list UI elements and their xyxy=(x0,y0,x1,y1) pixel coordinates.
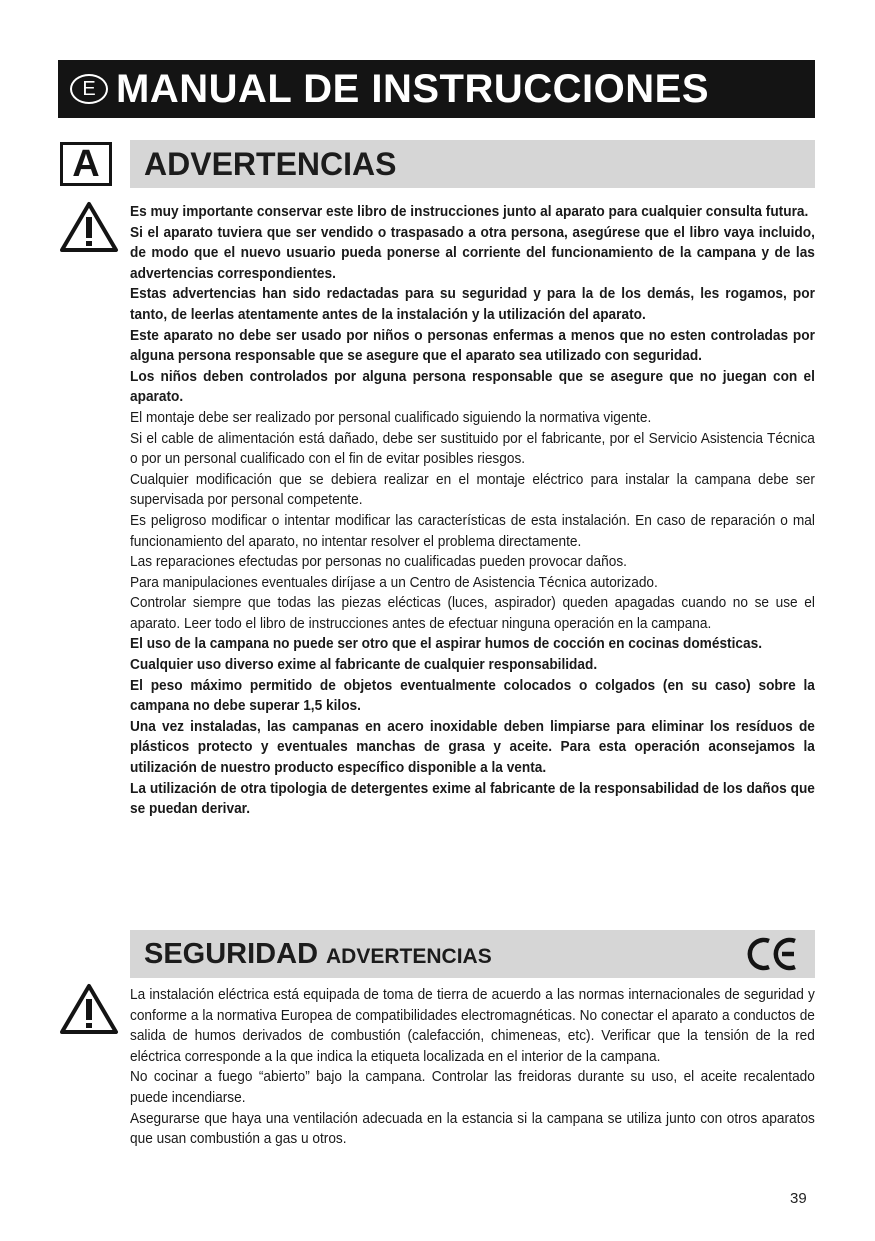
paragraph: Si el cable de alimentación está dañado, debe ser sustituido por el fabricante, por el Servicio Asistencia Técnica o por un personal cualificado con el fin de evitar posibles riesgos. xyxy=(130,429,815,468)
paragraph: La instalación eléctrica está equipada de toma de tierra de acuerdo a las normas internacionales de seguridad y conforme a la normativa Europea de compatibilidades electromagnéticas. No conectar el aparato a conductos de salida de humos derivados de combustión (calefacción, chimeneas, etc). Verificar que la tensión de la red eléctrica corresponde a la que indica la etiqueta localizada en el interior de la campana. xyxy=(130,986,815,1065)
paragraph: Asegurarse que haya una ventilación adecuada en la estancia si la campana se utiliza junto con otros aparatos que usan combustión a gas u otros. xyxy=(130,1109,815,1148)
paragraph: No cocinar a fuego “abierto” bajo la campana. Controlar las freidoras durante su uso, el aceite recalentado puede incendiarse. xyxy=(130,1068,815,1106)
paragraph: Este aparato no debe ser usado por niños o personas enfermas a menos que no esten controladas por alguna persona responsable que se asegure que el aparato sea utilizado con seguridad. xyxy=(130,326,815,365)
paragraph: El montaje debe ser realizado por personal cualificado siguiendo la normativa vigente. xyxy=(130,408,652,426)
paragraph: Es peligroso modificar o intentar modificar las características de esta instalación. En caso de reparación o mal funcionamiento del aparato, no intentar resolver el problema directamente. xyxy=(130,511,815,550)
warning-triangle-icon xyxy=(58,200,120,254)
paragraph: Cualquier uso diverso exime al fabricante de cualquier responsabilidad. xyxy=(130,656,598,674)
paragraph: Si el aparato tuviera que ser vendido o traspasado a otra persona, asegúrese que el libro vaya incluido, de modo que el nuevo usuario pueda ponerse al corriente del funcionamiento de la campana y de las advertencias correspondientes. xyxy=(130,223,815,282)
paragraph: Las reparaciones efectudas por personas no cualificadas pueden provocar daños. xyxy=(130,553,627,571)
paragraph: Cualquier modificación que se debiera realizar en el montaje eléctrico para instalar la campana debe ser supervisada por personal competente. xyxy=(130,470,815,509)
paragraph: Los niños deben controlados por alguna persona responsable que se asegure que no juegan con el aparato. xyxy=(130,367,815,406)
paragraph: Controlar siempre que todas las piezas elécticas (luces, aspirador) queden apagadas cuando no se use el aparato. Leer todo el libro de instrucciones antes de efectuar ninguna operación en la campana. xyxy=(130,594,815,632)
paragraph: Para manipulaciones eventuales diríjase a un Centro de Asistencia Técnica autorizado. xyxy=(130,573,658,591)
paragraph: Estas advertencias han sido redactadas para su seguridad y para la de los demás, les rogamos, por tanto, de leerlas atentamente antes de la instalación y la utilización del aparato. xyxy=(130,285,815,323)
manual-title: MANUAL DE INSTRUCCIONES xyxy=(116,66,710,111)
paragraph: El peso máximo permitido de objetos eventualmente colocados o colgados (en su caso) sobre la campana no debe superar 1,5 kilos. xyxy=(130,676,815,715)
section-a-title: ADVERTENCIAS xyxy=(144,145,397,182)
paragraph: El uso de la campana no puede ser otro que el aspirar humos de cocción en cocinas domésticas. xyxy=(130,635,762,653)
page-number: 39 xyxy=(790,1190,807,1207)
section-seguridad-header xyxy=(130,930,815,978)
section-a-header xyxy=(130,140,815,188)
paragraph: La utilización de otra tipologia de detergentes exime al fabricante de la responsabilidad de los daños que se puedan derivar. xyxy=(130,779,815,818)
language-badge: E xyxy=(70,74,108,104)
section-seguridad-text xyxy=(130,985,815,1150)
paragraph: Es muy importante conservar este libro de instrucciones junto al aparato para cualquier consulta futura. xyxy=(130,203,809,220)
paragraph: Una vez instaladas, las campanas en acero inoxidable deben limpiarse para eliminar los resíduos de plásticos protecto y eventuales manchas de grasa y aceite. Para esta operación aconsejamos la utilización de nuestro producto específico disponible a la venta. xyxy=(130,717,815,777)
ce-mark-icon xyxy=(745,936,801,972)
manual-header-banner xyxy=(58,60,815,118)
section-seguridad-title: SEGURIDAD xyxy=(144,937,319,970)
section-a-text xyxy=(130,202,815,820)
warning-triangle-icon xyxy=(58,982,120,1036)
section-letter-badge: A xyxy=(60,142,112,186)
section-seguridad-subtitle: ADVERTENCIAS xyxy=(326,945,492,968)
